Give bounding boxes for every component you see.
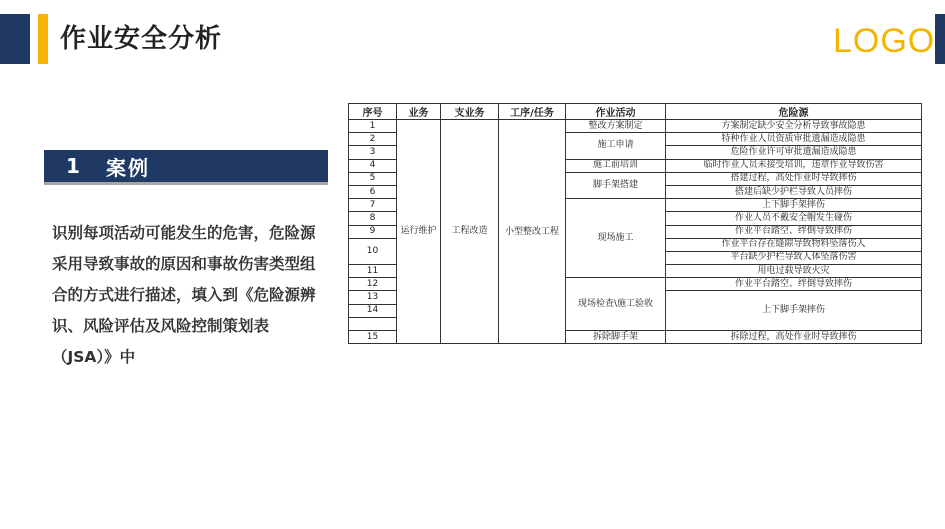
row-number: 2 — [349, 133, 397, 146]
description-line: 识别每项活动可能发生的危害，危险源 — [52, 224, 316, 242]
header-accent-navy — [0, 14, 30, 64]
row-number: 5 — [349, 172, 397, 185]
activity-cell: 现场检查\施工验收 — [566, 278, 666, 331]
hazard-cell: 作业平台踏空、绊倒导致摔伤 — [666, 225, 922, 238]
hazard-cell: 方案制定缺少安全分析导致事故隐患 — [666, 120, 922, 133]
table-row — [349, 120, 922, 133]
hazard-cell: 搭建过程，高处作业时导致摔伤 — [666, 172, 922, 185]
hazard-cell: 临时作业人员未接受培训，违章作业导致伤害 — [666, 159, 922, 172]
hazard-cell: 搭建后缺少护栏导致人员摔伤 — [666, 185, 922, 198]
description-line: 识、风险评估及风险控制策划表 — [52, 317, 270, 335]
col-header-task: 工序/任务 — [499, 104, 566, 120]
page-title: 作业安全分析 — [60, 24, 223, 54]
row-number: 7 — [349, 199, 397, 212]
row-number: 1 — [349, 120, 397, 133]
col-header-sub-business: 支业务 — [441, 104, 499, 120]
hazard-cell: 作业平台存在缝隙导致物料坠落伤人 — [666, 238, 922, 251]
col-header-number: 序号 — [349, 104, 397, 120]
row-number: 14 — [349, 304, 397, 317]
row-number: 15 — [349, 331, 397, 344]
section-underline — [44, 182, 328, 185]
col-header-activity: 作业活动 — [566, 104, 666, 120]
row-number: 4 — [349, 159, 397, 172]
hazard-cell: 用电过载导致火灾 — [666, 265, 922, 278]
activity-cell: 现场施工 — [566, 199, 666, 278]
row-number: 12 — [349, 278, 397, 291]
description-line: 采用导致事故的原因和事故伤害类型组 — [52, 255, 316, 273]
jsa-table — [348, 103, 922, 344]
row-spacer — [349, 317, 397, 330]
hazard-cell: 上下脚手架摔伤 — [666, 199, 922, 212]
hazard-cell: 危险作业许可审批遗漏造成隐患 — [666, 146, 922, 159]
hazard-cell: 上下脚手架摔伤 — [666, 291, 922, 331]
section-heading — [44, 150, 328, 182]
header-accent-gold — [38, 14, 48, 64]
description-line: 合的方式进行描述，填入到《危险源辨 — [52, 286, 316, 304]
row-number: 9 — [349, 225, 397, 238]
section-number: 1 — [66, 154, 80, 178]
row-number: 10 — [349, 238, 397, 264]
activity-cell: 脚手架搭建 — [566, 172, 666, 198]
description-text — [52, 218, 336, 373]
header-accent-right — [935, 14, 945, 64]
hazard-cell: 平台缺少护栏导致人体坠落伤害 — [666, 251, 922, 264]
hazard-cell: 作业人员不戴安全帽发生碰伤 — [666, 212, 922, 225]
section-label: 案例 — [106, 155, 150, 180]
activity-cell: 施工前培训 — [566, 159, 666, 172]
row-number: 11 — [349, 265, 397, 278]
row-number: 3 — [349, 146, 397, 159]
col-header-hazard: 危险源 — [666, 104, 922, 120]
task-cell: 小型整改工程 — [499, 120, 566, 344]
activity-cell: 整改方案制定 — [566, 120, 666, 133]
table-header-row — [349, 104, 922, 120]
logo: LOGO — [833, 22, 936, 60]
col-header-business: 业务 — [397, 104, 441, 120]
row-number: 6 — [349, 185, 397, 198]
activity-cell: 施工申请 — [566, 133, 666, 159]
hazard-cell: 特种作业人员资质审批遗漏造成隐患 — [666, 133, 922, 146]
activity-cell: 拆除脚手架 — [566, 331, 666, 344]
hazard-cell: 作业平台踏空、绊倒导致摔伤 — [666, 278, 922, 291]
row-number: 8 — [349, 212, 397, 225]
sub-business-cell: 工程改造 — [441, 120, 499, 344]
hazard-cell: 拆除过程，高处作业时导致摔伤 — [666, 331, 922, 344]
description-line: （JSA）》中 — [52, 348, 136, 366]
business-cell: 运行维护 — [397, 120, 441, 344]
row-number: 13 — [349, 291, 397, 304]
